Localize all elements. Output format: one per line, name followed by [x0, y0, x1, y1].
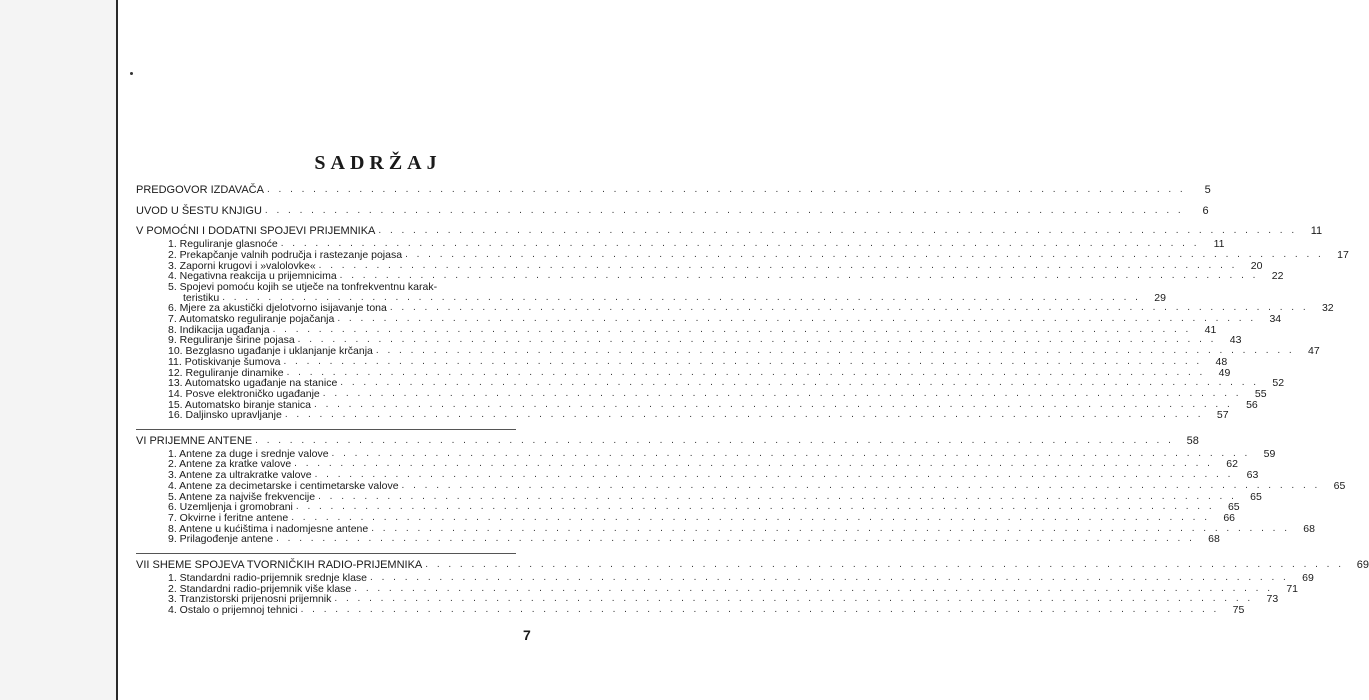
toc-entry-label: VII SHEME SPOJEVA TVORNIČKIH RADIO-PRIJEMNIKA: [136, 559, 423, 572]
toc-leader-dots: . . . . . . . . . . . . . . . . . . . . . . . . . . . . . . . . . . . . . . . . . . . . . . . . . . . . . . . . . . . . . . . . . . . . . . . . . . . . . . . .: [264, 204, 1184, 216]
toc-entry-label: 1. Reguliranje glasnoće: [168, 238, 278, 251]
toc-leader-dots: . . . . . . . . . . . . . . . . . . . . . . . . . . . . . . . . . . . . . . . . . . . . . . . . . . . . . . . . . . . . . . . . . . . . . . . . . . . . . . . .: [280, 238, 1200, 250]
toc-entry-label: 3. Zaporni krugovi i »valolovke«: [168, 259, 316, 272]
toc-leader-dots: . . . . . . . . . . . . . . . . . . . . . . . . . . . . . . . . . . . . . . . . . . . . . . . . . . . . . . . . . . . . . . . . . . . . . . . . . . . . . . . .: [331, 447, 1251, 459]
toc-entry-label: teristiku: [183, 291, 220, 304]
toc-entry-page: 5: [1204, 184, 1211, 196]
toc-leader-dots: . . . . . . . . . . . . . . . . . . . . . . . . . . . . . . . . . . . . . . . . . . . . . . . . . . . . . . . . . . . . . . . . . . . . . . . . . . . . . . . .: [340, 377, 1260, 389]
toc-entry: [136, 225, 1323, 238]
toc-entry-label: VI PRIJEMNE ANTENE: [136, 435, 253, 448]
toc-leader-dots: . . . . . . . . . . . . . . . . . . . . . . . . . . . . . . . . . . . . . . . . . . . . . . . . . . . . . . . . . . . . . . . . . . . . . . . . . . . . . . . .: [314, 398, 1233, 410]
toc-entry-page: 17: [1337, 248, 1349, 261]
toc-entry-page: 52: [1272, 377, 1285, 390]
toc-entry-page: 63: [1246, 469, 1259, 482]
toc-entry: [136, 479, 1346, 492]
toc-leader-dots: . . . . . . . . . . . . . . . . . . . . . . . . . . . . . . . . . . . . . . . . . . . . . . . . . . . . . . . . . . . . . . . . . . . . . . . . . . . . . . . .: [378, 225, 1298, 237]
toc-entry: [136, 355, 1228, 368]
toc-entry-label: 1. Antene za duge i srednje valove: [168, 447, 329, 460]
toc-leader-dots: . . . . . . . . . . . . . . . . . . . . . . . . . . . . . . . . . . . . . . . . . . . . . . . . . . . . . . . . . . . . . . . . . . . . . . . . . . . . . . . .: [284, 409, 1204, 421]
toc-leader-dots: . . . . . . . . . . . . . . . . . . . . . . . . . . . . . . . . . . . . . . . . . . . . . . . . . . . . . . . . . . . . . . . . . . . . . . . . . . . . . . . .: [276, 533, 1195, 545]
toc-leader-dots: . . . . . . . . . . . . . . . . . . . . . . . . . . . . . . . . . . . . . . . . . . . . . . . . . . . . . . . . . . . . . . . . . . . . . . . . . . . . . . . .: [318, 490, 1237, 502]
toc-entry: [136, 204, 1209, 217]
toc-entry-page: 69: [1302, 571, 1314, 584]
toc-entry-label: PREDGOVOR IZDAVAČA: [136, 184, 264, 196]
toc-leader-dots: . . . . . . . . . . . . . . . . . . . . . . . . . . . . . . . . . . . . . . . . . . . . . . . . . . . . . . . . . . . . . . . . . . . . . . . . . . . . . . . .: [370, 571, 1289, 583]
toc-leader-dots: . . . . . . . . . . . . . . . . . . . . . . . . . . . . . . . . . . . . . . . . . . . . . . . . . . . . . . . . . . . . . . . . . . . . . . . . . . . . . . . .: [222, 291, 1141, 303]
toc-leader-dots: . . . . . . . . . . . . . . . . . . . . . . . . . . . . . . . . . . . . . . . . . . . . . . . . . . . . . . . . . . . . . . . . . . . . . . . . . . . . . . . .: [295, 501, 1215, 513]
toc-entry-page: 71: [1286, 582, 1299, 595]
toc-leader-dots: . . . . . . . . . . . . . . . . . . . . . . . . . . . . . . . . . . . . . . . . . . . . . . . . . . . . . . . . . . . . . . . . . . . . . . . . . . . . . . . .: [255, 435, 1174, 447]
toc-entry-page: 65: [1250, 490, 1262, 503]
toc-entry-label: 7. Okvirne i feritne antene: [168, 511, 289, 524]
toc-leader-dots: . . . . . . . . . . . . . . . . . . . . . . . . . . . . . . . . . . . . . . . . . . . . . . . . . . . . . . . . . . . . . . . . . . . . . . . . . . . . . . . .: [334, 593, 1254, 605]
toc-entry-label: 6. Mjere za akustički djelotvorno isijavanje tona: [168, 302, 387, 315]
toc-entry-page: 65: [1333, 479, 1346, 492]
toc-leader-dots: . . . . . . . . . . . . . . . . . . . . . . . . . . . . . . . . . . . . . . . . . . . . . . . . . . . . . . . . . . . . . . . . . . . . . . . . . . . . . . . .: [425, 559, 1345, 571]
toc-entry-page: 49: [1218, 366, 1231, 379]
toc-entry-page: 11: [1310, 225, 1323, 238]
toc-entry-label: 2. Antene za kratke valove: [168, 458, 292, 471]
toc-entry-label: 4. Negativna reakcija u prijemnicima: [168, 270, 337, 283]
toc-entry-label: 15. Automatsko biranje stanica: [168, 398, 312, 411]
print-speck: [130, 72, 133, 75]
toc-leader-dots: . . . . . . . . . . . . . . . . . . . . . . . . . . . . . . . . . . . . . . . . . . . . . . . . . . . . . . . . . . . . . . . . . . . . . . . . . . . . . . . .: [297, 334, 1217, 346]
toc-entry-page: 41: [1204, 323, 1217, 336]
toc-entry-page: 56: [1246, 398, 1258, 411]
toc-leader-dots: . . . . . . . . . . . . . . . . . . . . . . . . . . . . . . . . . . . . . . . . . . . . . . . . . . . . . . . . . . . . . . . . . . . . . . . . . . . . . . . .: [322, 387, 1242, 399]
toc-entry-label: 3. Antene za ultrakratke valove: [168, 469, 312, 482]
toc-entry-page: 55: [1254, 387, 1267, 400]
toc-entry-label: 16. Daljinsko upravljanje: [168, 409, 282, 422]
page-title: SADRŽAJ: [314, 152, 442, 174]
toc-leader-dots: . . . . . . . . . . . . . . . . . . . . . . . . . . . . . . . . . . . . . . . . . . . . . . . . . . . . . . . . . . . . . . . . . . . . . . . . . . . . . . . .: [300, 603, 1220, 615]
toc-entry-page: 11: [1213, 238, 1225, 251]
toc-entry-page: 48: [1215, 355, 1228, 368]
toc-entry-label: 13. Automatsko ugađanje na stanice: [168, 377, 338, 390]
toc-leader-dots: . . . . . . . . . . . . . . . . . . . . . . . . . . . . . . . . . . . . . . . . . . . . . . . . . . . . . . . . . . . . . . . . . . . . . . . . . . . . . . . .: [375, 345, 1295, 357]
toc-entry-label: 11. Potiskivanje šumova: [168, 355, 281, 368]
section-divider: [136, 553, 516, 554]
toc-entry-page: 43: [1229, 334, 1242, 347]
toc-leader-dots: . . . . . . . . . . . . . . . . . . . . . . . . . . . . . . . . . . . . . . . . . . . . . . . . . . . . . . . . . . . . . . . . . . . . . . . . . . . . . . . .: [339, 270, 1259, 282]
toc-entry: [136, 533, 1220, 546]
toc-entry-page: 59: [1263, 447, 1276, 460]
toc-entry-page: 22: [1271, 270, 1284, 283]
toc-leader-dots: . . . . . . . . . . . . . . . . . . . . . . . . . . . . . . . . . . . . . . . . . . . . . . . . . . . . . . . . . . . . . . . . . . . . . . . . . . . . . . . .: [337, 313, 1257, 325]
toc-entry-page: 75: [1232, 603, 1245, 616]
toc-entry: [136, 184, 1211, 196]
toc-leader-dots: . . . . . . . . . . . . . . . . . . . . . . . . . . . . . . . . . . . . . . . . . . . . . . . . . . . . . . . . . . . . . . . . . . . . . . . . . . . . . . . .: [291, 511, 1210, 523]
toc-leader-dots: . . . . . . . . . . . . . . . . . . . . . . . . . . . . . . . . . . . . . . . . . . . . . . . . . . . . . . . . . . . . . . . . . . . . . . . . . . . . . . . .: [389, 302, 1309, 314]
toc-leader-dots: . . . . . . . . . . . . . . . . . . . . . . . . . . . . . . . . . . . . . . . . . . . . . . . . . . . . . . . . . . . . . . . . . . . . . . . . . . . . . . . .: [294, 458, 1213, 470]
toc-entry: [136, 409, 1229, 422]
toc-entry: [136, 603, 1245, 616]
toc-entry-label: 7. Automatsko reguliranje pojačanja: [168, 313, 335, 326]
toc-entry-page: 34: [1269, 313, 1282, 326]
toc-entry-label: 14. Posve elektroničko ugađanje: [168, 387, 320, 400]
toc-entry: [136, 571, 1314, 584]
toc-entry-label: 12. Reguliranje dinamike: [168, 366, 284, 379]
toc-entry-page: 66: [1223, 511, 1235, 524]
toc-leader-dots: . . . . . . . . . . . . . . . . . . . . . . . . . . . . . . . . . . . . . . . . . . . . . . . . . . . . . . . . . . . . . . . . . . . . . . . . . . . . . . . .: [354, 582, 1274, 594]
toc-entry: [136, 248, 1349, 261]
toc-entry-label: 10. Bezglasno ugađanje i uklanjanje krčanja: [168, 345, 373, 358]
toc-entry-label: 5. Spojevi pomoću kojih se utječe na tonfrekventnu karak-: [168, 280, 438, 293]
toc-entry-label: 5. Antene za najviše frekvencije: [168, 490, 316, 503]
toc-entry-page: 69: [1356, 559, 1369, 572]
toc-entry-page: 47: [1307, 345, 1320, 358]
page-border: [116, 0, 118, 700]
toc-entry-page: 65: [1227, 501, 1240, 514]
toc-entry: [136, 559, 1369, 572]
toc-entry-label: V POMOĆNI I DODATNI SPOJEVI PRIJEMNIKA: [136, 225, 376, 238]
toc-leader-dots: . . . . . . . . . . . . . . . . . . . . . . . . . . . . . . . . . . . . . . . . . . . . . . . . . . . . . . . . . . . . . . . . . . . . . . . . . . . . . . . .: [286, 366, 1206, 378]
toc-entry-label: 2. Standardni radio-prijemnik više klase: [168, 582, 352, 595]
toc-entry-page: 29: [1154, 291, 1166, 304]
page-number: 7: [523, 627, 531, 643]
toc-leader-dots: . . . . . . . . . . . . . . . . . . . . . . . . . . . . . . . . . . . . . . . . . . . . . . . . . . . . . . . . . . . . . . . . . . . . . . . . . . . . . . . .: [318, 259, 1238, 271]
toc-entry-page: 68: [1303, 522, 1315, 535]
toc-entry-label: UVOD U ŠESTU KNJIGU: [136, 204, 262, 217]
toc-entry-page: 68: [1208, 533, 1220, 546]
toc-leader-dots: . . . . . . . . . . . . . . . . . . . . . . . . . . . . . . . . . . . . . . . . . . . . . . . . . . . . . . . . . . . . . . . . . . . . . . . . . . . . . . . .: [283, 355, 1203, 367]
toc-leader-dots: . . . . . . . . . . . . . . . . . . . . . . . . . . . . . . . . . . . . . . . . . . . . . . . . . . . . . . . . . . . . . . . . . . . . . . . . . . . . . . . .: [314, 469, 1234, 481]
toc-entry-label: 6. Uzemljenja i gromobrani: [168, 501, 293, 514]
toc-entry-label: 8. Indikacija ugađanja: [168, 323, 270, 336]
toc-entry-label: 2. Prekapčanje valnih područja i rastezanje pojasa: [168, 248, 403, 261]
toc-leader-dots: . . . . . . . . . . . . . . . . . . . . . . . . . . . . . . . . . . . . . . . . . . . . . . . . . . . . . . . . . . . . . . . . . . . . . . . . . . . . . . . .: [272, 323, 1192, 335]
toc-leader-dots: . . . . . . . . . . . . . . . . . . . . . . . . . . . . . . . . . . . . . . . . . . . . . . . . . . . . . . . . . . . . . . . . . . . . . . . . . . . . . . . .: [266, 184, 1186, 195]
toc-entry-label: 4. Ostalo o prijemnoj tehnici: [168, 603, 298, 616]
toc-entry-page: 58: [1186, 435, 1199, 448]
toc-leader-dots: . . . . . . . . . . . . . . . . . . . . . . . . . . . . . . . . . . . . . . . . . . . . . . . . . . . . . . . . . . . . . . . . . . . . . . . . . . . . . . . .: [405, 248, 1324, 260]
toc-entry-label: 9. Prilagođenje antene: [168, 533, 274, 546]
toc-entry: [136, 435, 1199, 448]
toc-entry-page: 6: [1202, 204, 1209, 217]
toc-entry-label: 9. Reguliranje širine pojasa: [168, 334, 295, 347]
toc-entry-page: 57: [1216, 409, 1229, 422]
toc-entry-page: 20: [1250, 259, 1263, 272]
table-of-contents: [136, 184, 1369, 616]
toc-entry-label: 8. Antene u kućištima i nadomjesne antene: [168, 522, 369, 535]
section-divider: [136, 429, 516, 430]
toc-entry-page: 32: [1321, 302, 1334, 315]
toc-leader-dots: . . . . . . . . . . . . . . . . . . . . . . . . . . . . . . . . . . . . . . . . . . . . . . . . . . . . . . . . . . . . . . . . . . . . . . . . . . . . . . . .: [401, 479, 1321, 491]
toc-entry-page: 73: [1266, 593, 1279, 606]
toc-leader-dots: . . . . . . . . . . . . . . . . . . . . . . . . . . . . . . . . . . . . . . . . . . . . . . . . . . . . . . . . . . . . . . . . . . . . . . . . . . . . . . . .: [371, 522, 1290, 534]
toc-entry-label: 1. Standardni radio-prijemnik srednje klase: [168, 571, 368, 584]
facing-page-edge: [0, 0, 116, 700]
toc-entry-label: 4. Antene za decimetarske i centimetarske valove: [168, 479, 399, 492]
toc-entry-label: 3. Tranzistorski prijenosni prijemnik: [168, 593, 332, 606]
toc-entry-page: 62: [1226, 458, 1238, 471]
